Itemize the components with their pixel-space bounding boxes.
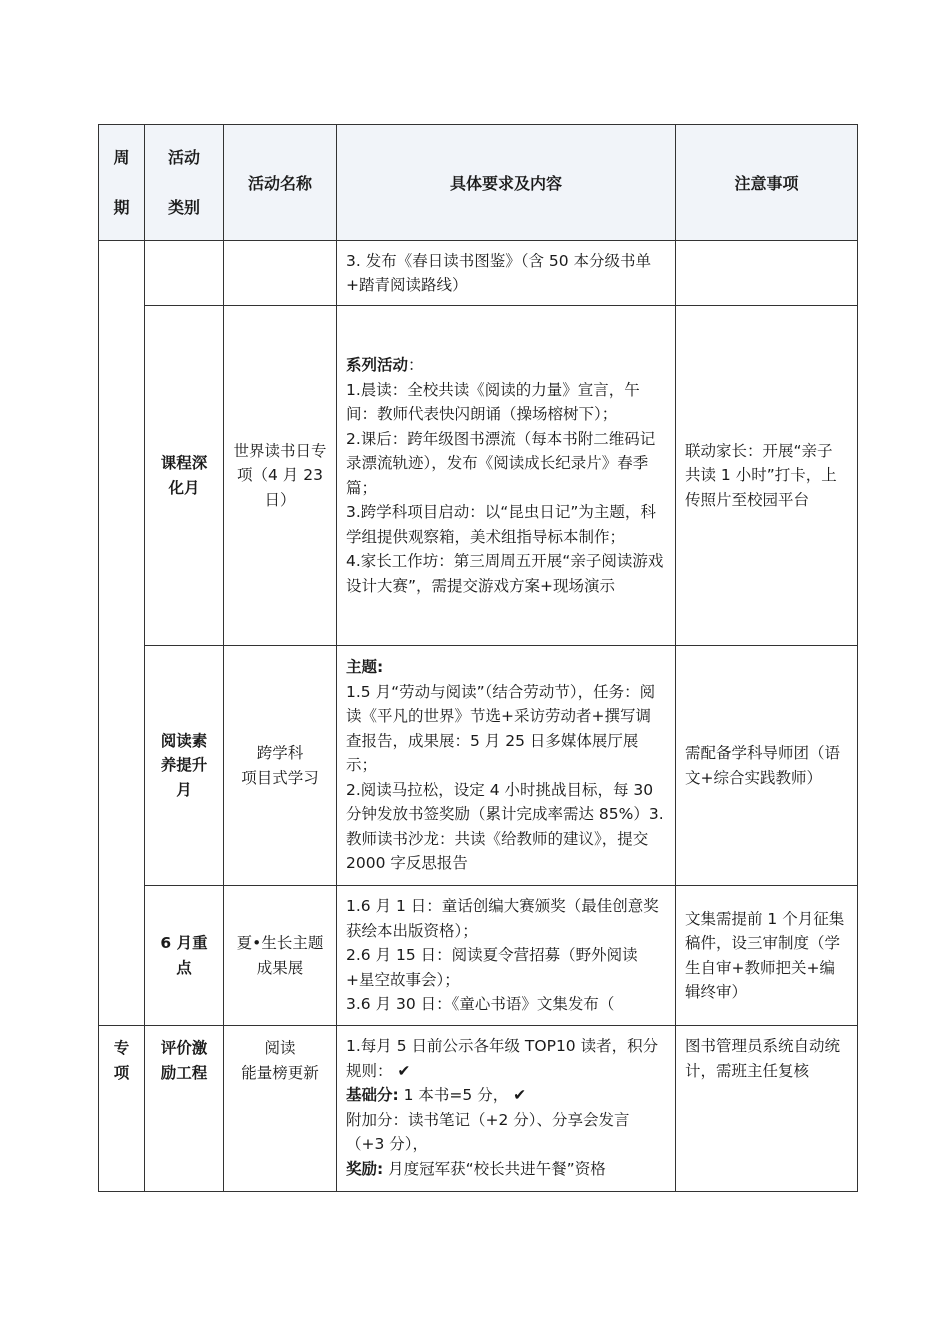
name-cell	[224, 306, 337, 646]
header-row	[99, 125, 858, 241]
content-cell	[337, 1026, 676, 1192]
header-requirements: 具体要求及内容	[337, 125, 676, 241]
content-cell	[337, 886, 676, 1026]
note-cell	[676, 306, 858, 646]
content-title: 系列活动	[346, 356, 409, 374]
table-row	[99, 646, 858, 886]
name-label: 世界读书日专项（4 月 23 日）	[233, 441, 327, 509]
header-type-line2: 类别	[167, 197, 200, 217]
type-label: 评价激励工程	[160, 1039, 208, 1082]
table-row	[99, 1026, 858, 1192]
type-label: 课程深化月	[160, 454, 208, 497]
name-line1: 跨学科	[256, 744, 304, 762]
period-line1: 专	[113, 1039, 130, 1057]
note-text: 图书管理员系统自动统计，需班主任复核	[685, 1037, 841, 1080]
name-line2: 能量榜更新	[241, 1063, 319, 1082]
header-notes: 注意事项	[676, 125, 858, 241]
content-cell	[337, 646, 676, 886]
content-title-suffix: ：	[408, 356, 424, 374]
content-cell	[337, 306, 676, 646]
note-cell	[676, 1026, 858, 1192]
name-cell	[224, 886, 337, 1026]
header-activity-name: 活动名称	[224, 125, 337, 241]
content-line: 1.晨读：全校共读《阅读的力量》宣言，午间：教师代表快闪朗诵（操场榕树下）；	[346, 380, 640, 423]
content-line: 3.跨学科项目启动：以“昆虫日记”为主题，科学组提供观察箱，美术组指导标本制作；	[346, 503, 656, 546]
note-cell	[676, 646, 858, 886]
content-line: 4.家长工作坊：第三周周五开展“亲子阅读游戏设计大赛”，需提交游戏方案+现场演示	[346, 552, 664, 595]
header-activity-type	[145, 125, 224, 241]
header-period	[99, 125, 145, 241]
name-cell	[224, 646, 337, 886]
content-line: 3. 发布《春日读书图鉴》（含 50 本分级书单+踏青阅读路线）	[346, 251, 652, 294]
type-cell	[145, 241, 224, 306]
type-label: 6 月重点	[160, 934, 208, 977]
name-cell	[224, 1026, 337, 1192]
type-cell	[145, 646, 224, 886]
note-cell	[676, 886, 858, 1026]
content-line: 1.每月 5 日前公示各年级 TOP10 读者，积分规则： ✔	[346, 1037, 659, 1080]
name-label: 夏•生长主题成果展	[236, 934, 324, 977]
header-type-line1: 活动	[167, 147, 200, 167]
period-cell-empty	[99, 241, 145, 1026]
basic-score-label: 基础分:	[346, 1086, 399, 1104]
type-cell	[145, 1026, 224, 1192]
table-row	[99, 306, 858, 646]
table-row	[99, 886, 858, 1026]
content-line: 附加分：读书笔记（+2 分）、分享会发言（+3 分），	[346, 1110, 630, 1153]
content-title: 主题:	[346, 658, 384, 677]
name-line1: 阅读	[264, 1039, 296, 1057]
content-line: 2.阅读马拉松，设定 4 小时挑战目标，每 30 分钟发放书签奖励（累计完成率需达 85%）3.教师读书沙龙：共读《给教师的建议》，提交 2000 字反思报告	[346, 780, 664, 873]
period-cell	[99, 1026, 145, 1192]
note-cell	[676, 241, 858, 306]
activity-plan-table	[98, 124, 858, 1192]
name-line2: 项目式学习	[241, 768, 319, 787]
name-cell	[224, 241, 337, 306]
content-line: 1.6 月 1 日：童话创编大赛颁奖（最佳创意奖获绘本出版资格）；	[346, 897, 659, 940]
note-text: 需配备学科导师团（语文+综合实践教师）	[685, 744, 841, 787]
reward-label: 奖励:	[346, 1159, 384, 1178]
header-period-line1: 周	[113, 147, 130, 167]
type-label: 阅读素养提升月	[160, 731, 208, 799]
content-line: 2.课后：跨年级图书漂流（每本书附二维码记录漂流轨迹），发布《阅读成长纪录片》春季篇；	[346, 429, 656, 497]
content-line: 3.6 月 30 日：《童心书语》文集发布（	[346, 995, 615, 1014]
header-period-line2: 期	[113, 197, 130, 217]
period-line2: 项	[113, 1064, 130, 1082]
note-text: 联动家长：开展“亲子共读 1 小时”打卡，上传照片至校园平台	[685, 441, 837, 509]
table-row	[99, 241, 858, 306]
content-line: 2.6 月 15 日：阅读夏令营招募（野外阅读+星空故事会）；	[346, 946, 638, 989]
content-line: 1.5 月“劳动与阅读”（结合劳动节），任务：阅读《平凡的世界》节选+采访劳动者+撰写调查报告，成果展：5 月 25 日多媒体展厅展示；	[346, 682, 656, 775]
type-cell	[145, 306, 224, 646]
type-cell	[145, 886, 224, 1026]
reward-text: 月度冠军获“校长共进午餐”资格	[383, 1159, 606, 1178]
note-text: 文集需提前 1 个月征集稿件，设三审制度（学生自审+教师把关+编辑终审）	[685, 909, 845, 1001]
content-cell	[337, 241, 676, 306]
basic-score-text: 1 本书=5 分， ✔	[398, 1086, 527, 1104]
